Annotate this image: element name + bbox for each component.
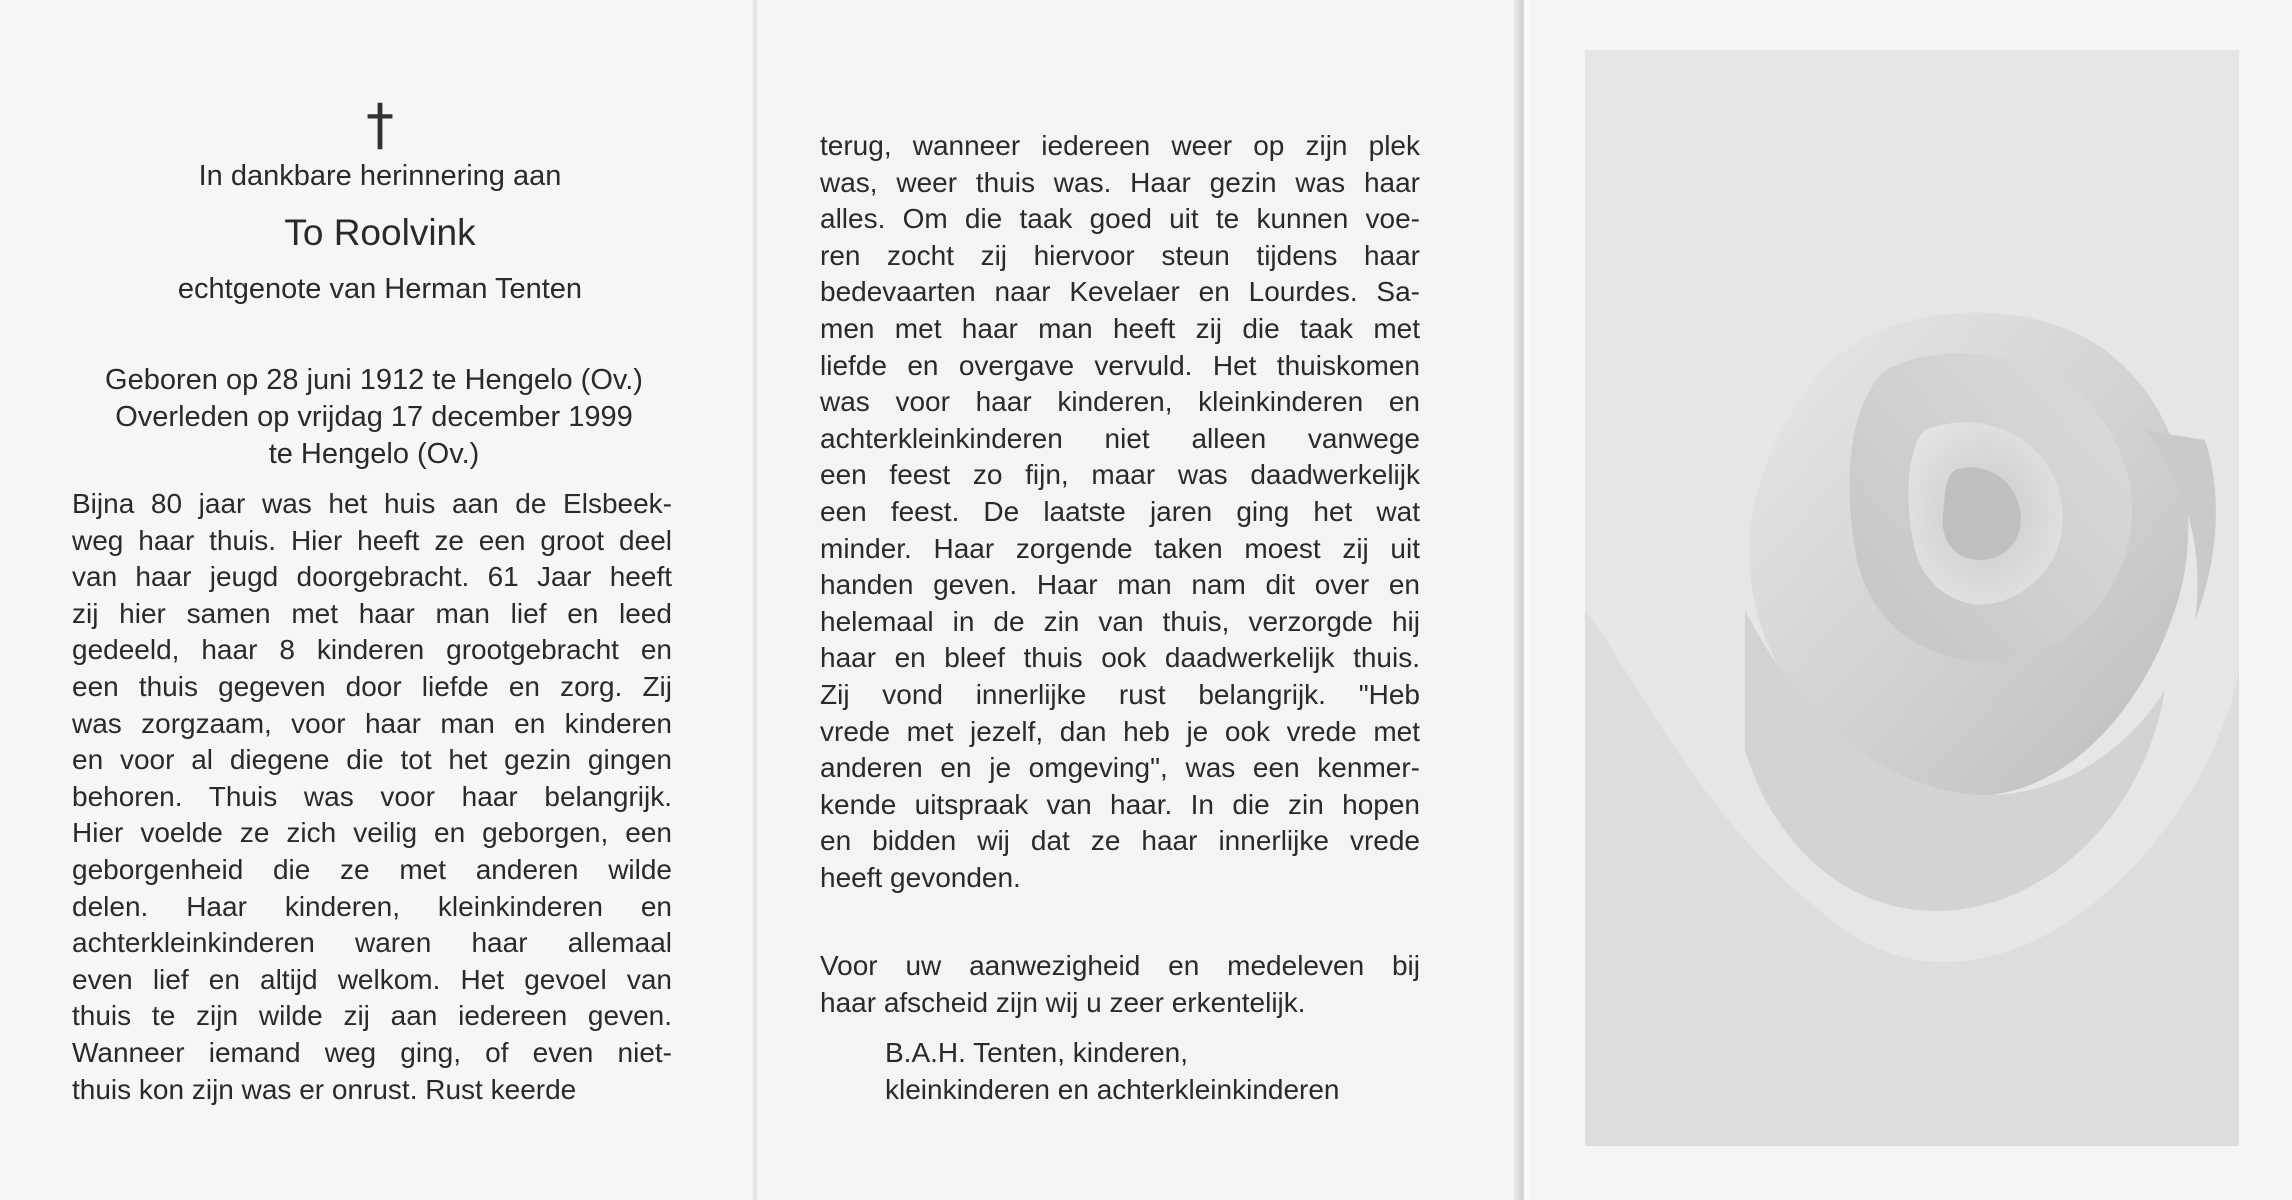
text-line: haar afscheid zijn wij u zeer erkentelijk.: [820, 986, 1306, 1018]
text-line: terug, wanneer iedereen weer op zijn plek: [820, 130, 1420, 161]
text-line: Voor uw aanwezigheid en medeleven bij: [820, 950, 1420, 981]
fold-line: [752, 0, 758, 1200]
thanks-text: [820, 948, 1420, 1021]
text-line: haar en bleef thuis ook daadwerkelijk thuis.: [820, 642, 1420, 674]
birth-date: Geboren op 28 juni 1912 te Hengelo (Ov.): [105, 364, 643, 396]
text-line: van haar jeugd doorgebracht. 61 Jaar heeft: [72, 561, 672, 593]
death-place: te Hengelo (Ov.): [268, 438, 480, 470]
text-line: handen geven. Haar man nam dit over en: [820, 569, 1420, 601]
text-line: Wanneer iemand weg ging, of even niet-: [72, 1036, 672, 1068]
text-line: thuis te zijn wilde zij aan iedereen geven.: [72, 1000, 672, 1032]
text-line: thuis kon zijn was er onrust. Rust keerde: [72, 1073, 577, 1105]
text-line: geborgenheid die ze met anderen wilde: [72, 853, 672, 885]
text-line: even lief en altijd welkom. Het gevoel van: [72, 963, 672, 995]
text-line: delen. Haar kinderen, kleinkinderen en: [72, 890, 672, 922]
text-line: kende uitspraak van haar. In die zin hopen: [820, 788, 1420, 820]
text-line: was, weer thuis was. Haar gezin was haar: [820, 166, 1420, 198]
text-line: liefde en overgave vervuld. Het thuiskomen: [820, 349, 1420, 381]
deceased-name: To Roolvink: [284, 212, 476, 253]
text-line: bedevaarten naar Kevelaer en Lourdes. Sa-: [820, 276, 1420, 308]
text-line: minder. Haar zorgende taken moest zij uit: [820, 532, 1420, 564]
text-line: een thuis gegeven door liefde en zorg. Zij: [72, 670, 672, 702]
text-line: en bidden wij dat ze haar innerlijke vrede: [820, 825, 1420, 857]
text-line: helemaal in de zin van thuis, verzorgde hij: [820, 605, 1420, 637]
text-line: alles. Om die taak goed uit te kunnen voe-: [820, 203, 1420, 235]
dedication-text: In dankbare herinnering aan: [198, 160, 562, 192]
spouse-text: echtgenote van Herman Tenten: [177, 273, 583, 305]
text-line: en voor al diegene die tot het gezin gingen: [72, 744, 672, 776]
signature: [885, 1035, 1340, 1108]
card-panel-left: [0, 0, 760, 1200]
cross-icon: †: [366, 93, 394, 158]
rose-icon: [1585, 50, 2239, 1146]
text-line: behoren. Thuis was voor haar belangrijk.: [72, 780, 672, 812]
biography-part-2: [820, 128, 1420, 896]
text-line: Bijna 80 jaar was het huis aan de Elsbeek-: [72, 488, 672, 519]
text-line: B.A.H. Tenten, kinderen,: [885, 1037, 1188, 1068]
death-date: Overleden op vrijdag 17 december 1999: [115, 401, 633, 433]
text-line: was zorgzaam, voor haar man en kinderen: [72, 707, 672, 739]
text-line: anderen en je omgeving", was een kenmer-: [820, 752, 1420, 784]
text-line: kleinkinderen en achterkleinkinderen: [885, 1073, 1340, 1105]
text-line: gedeeld, haar 8 kinderen grootgebracht en: [72, 634, 672, 666]
text-line: ren zocht zij hiervoor steun tijdens haar: [820, 239, 1420, 271]
text-line: achterkleinkinderen niet alleen vanwege: [820, 422, 1420, 454]
text-line: zij hier samen met haar man lief en leed: [72, 597, 672, 629]
text-line: een feest zo fijn, maar was daadwerkelijk: [820, 459, 1420, 491]
text-line: weg haar thuis. Hier heeft ze een groot deel: [72, 524, 672, 556]
text-line: heeft gevonden.: [820, 861, 1021, 893]
text-line: achterkleinkinderen waren haar allemaal: [72, 927, 672, 959]
biography-part-1: [72, 486, 672, 1108]
text-line: men met haar man heeft zij die taak met: [820, 312, 1420, 344]
text-line: vrede met jezelf, dan heb je ook vrede met: [820, 715, 1420, 747]
text-line: Hier voelde ze zich veilig en geborgen, een: [72, 817, 672, 849]
text-line: was voor haar kinderen, kleinkinderen en: [820, 386, 1420, 418]
text-line: Zij vond innerlijke rust belangrijk. "Heb: [820, 678, 1420, 710]
rose-photo: [1585, 50, 2239, 1146]
fold-line: [1514, 0, 1534, 1200]
text-line: een feest. De laatste jaren ging het wat: [820, 495, 1420, 527]
